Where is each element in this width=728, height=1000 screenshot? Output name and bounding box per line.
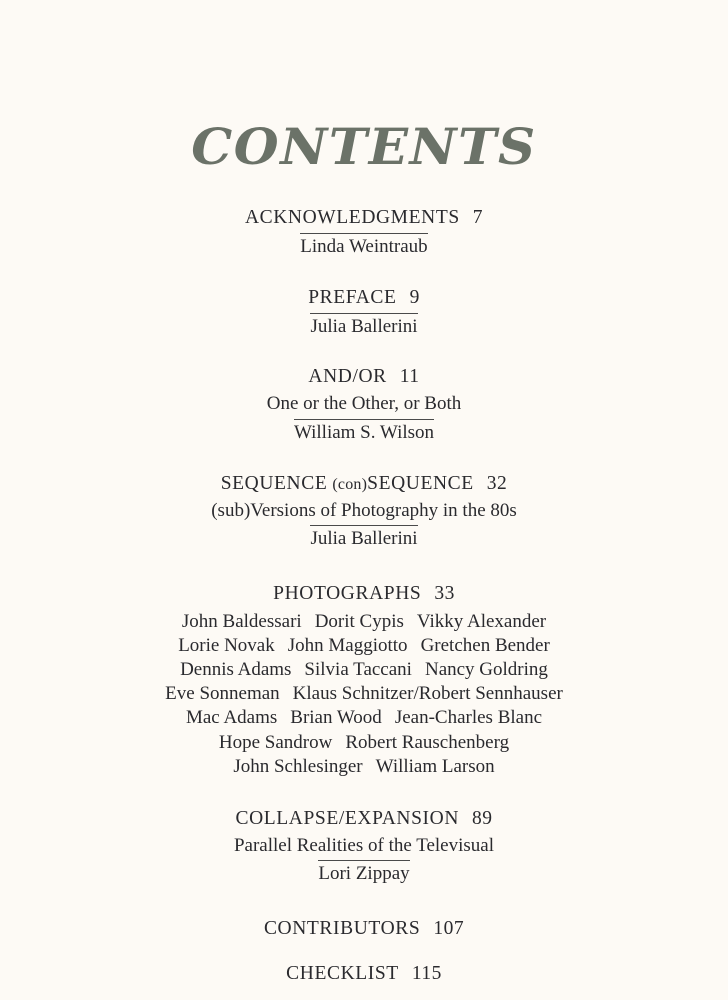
artist-name: John Schlesinger (233, 755, 363, 777)
artist-name: Silvia Taccani (304, 659, 412, 681)
artist-name: Eve Sonneman (165, 683, 280, 705)
entry-heading (0, 962, 728, 987)
entry-author: Julia Ballerini (310, 525, 417, 552)
entry-subtitle: (sub)Versions of Photography in the 80s (211, 499, 517, 521)
toc-entry-andor (0, 365, 728, 445)
entry-subtitle: One or the Other, or Both (266, 393, 462, 415)
toc-entry-collapse-expansion (0, 807, 728, 887)
entry-heading-label-small: (con) (332, 475, 368, 493)
artist-name: Robert Rauschenberg (345, 731, 510, 753)
artist-line (0, 755, 728, 779)
toc-entry-checklist (0, 962, 728, 987)
artist-name: John Maggiotto (287, 635, 408, 657)
artist-name: Gretchen Bender (420, 635, 550, 657)
artist-name: Dennis Adams (180, 659, 292, 681)
entry-heading (0, 582, 728, 607)
entry-page-number: 89 (472, 807, 493, 829)
entry-author-wrap (0, 231, 728, 260)
entry-heading (0, 206, 728, 231)
entry-heading (0, 807, 728, 832)
entry-heading-label: COLLAPSE/EXPANSION (235, 807, 460, 829)
toc-entry-preface (0, 286, 728, 340)
entry-author-wrap (0, 523, 728, 552)
entry-page-number: 9 (409, 286, 420, 308)
artist-name: Hope Sandrow (218, 731, 333, 753)
entry-heading (0, 917, 728, 942)
artist-line (0, 610, 728, 634)
entry-author: Linda Weintraub (300, 233, 427, 260)
artist-name: John Baldessari (181, 610, 302, 632)
artist-name: William Larson (375, 755, 495, 777)
entry-heading-label: PHOTOGRAPHS (273, 582, 422, 604)
toc-entry-acknowledgments (0, 206, 728, 260)
entry-page-number: 115 (411, 963, 442, 985)
entry-subtitle: Parallel Realities of the Televisual (233, 834, 495, 856)
artist-name: Mac Adams (185, 707, 278, 729)
toc-entry-contributors (0, 917, 728, 942)
entry-heading-label: PREFACE (308, 286, 397, 308)
toc-entry-sequence (0, 472, 728, 552)
artist-line (0, 634, 728, 658)
entry-page-number: 7 (472, 207, 484, 228)
artist-list (0, 610, 728, 779)
entry-heading (0, 365, 728, 390)
artist-name: Klaus Schnitzer/Robert Sennhauser (292, 683, 563, 705)
entry-page-number: 11 (399, 366, 420, 388)
artist-name: Dorit Cypis (314, 610, 404, 632)
artist-name: Lorie Novak (178, 635, 275, 657)
artist-name: Vikky Alexander (416, 610, 547, 632)
entry-heading-label: CONTRIBUTORS (263, 918, 421, 940)
entry-heading-label: CHECKLIST (286, 963, 399, 985)
artist-name: Nancy Goldring (424, 659, 548, 681)
entry-heading-label: ACKNOWLEDGMENTS (244, 207, 460, 228)
entry-author-wrap (0, 417, 728, 446)
page-title: CONTENTS (191, 117, 537, 176)
artist-line (0, 706, 728, 730)
entry-author-wrap (0, 311, 728, 340)
artist-name: Jean-Charles Blanc (394, 707, 543, 729)
entry-page-number: 33 (434, 582, 455, 604)
entry-author: Julia Ballerini (310, 313, 417, 340)
artist-line (0, 658, 728, 682)
entry-heading (0, 286, 728, 311)
entry-author: William S. Wilson (294, 419, 434, 446)
artist-line (0, 682, 728, 706)
artist-line (0, 731, 728, 755)
toc-entry-photographs (0, 582, 728, 779)
entry-page-number: 107 (433, 918, 465, 940)
entry-heading-label-part2: SEQUENCE (367, 472, 474, 494)
entry-heading-label-part1: SEQUENCE (220, 472, 328, 494)
entry-author: Lori Zippay (318, 860, 409, 887)
entry-author-wrap (0, 858, 728, 887)
entry-heading-label: AND/OR (308, 366, 387, 388)
entry-page-number: 32 (486, 472, 508, 494)
entry-heading (0, 472, 728, 497)
artist-name: Brian Wood (290, 707, 382, 729)
